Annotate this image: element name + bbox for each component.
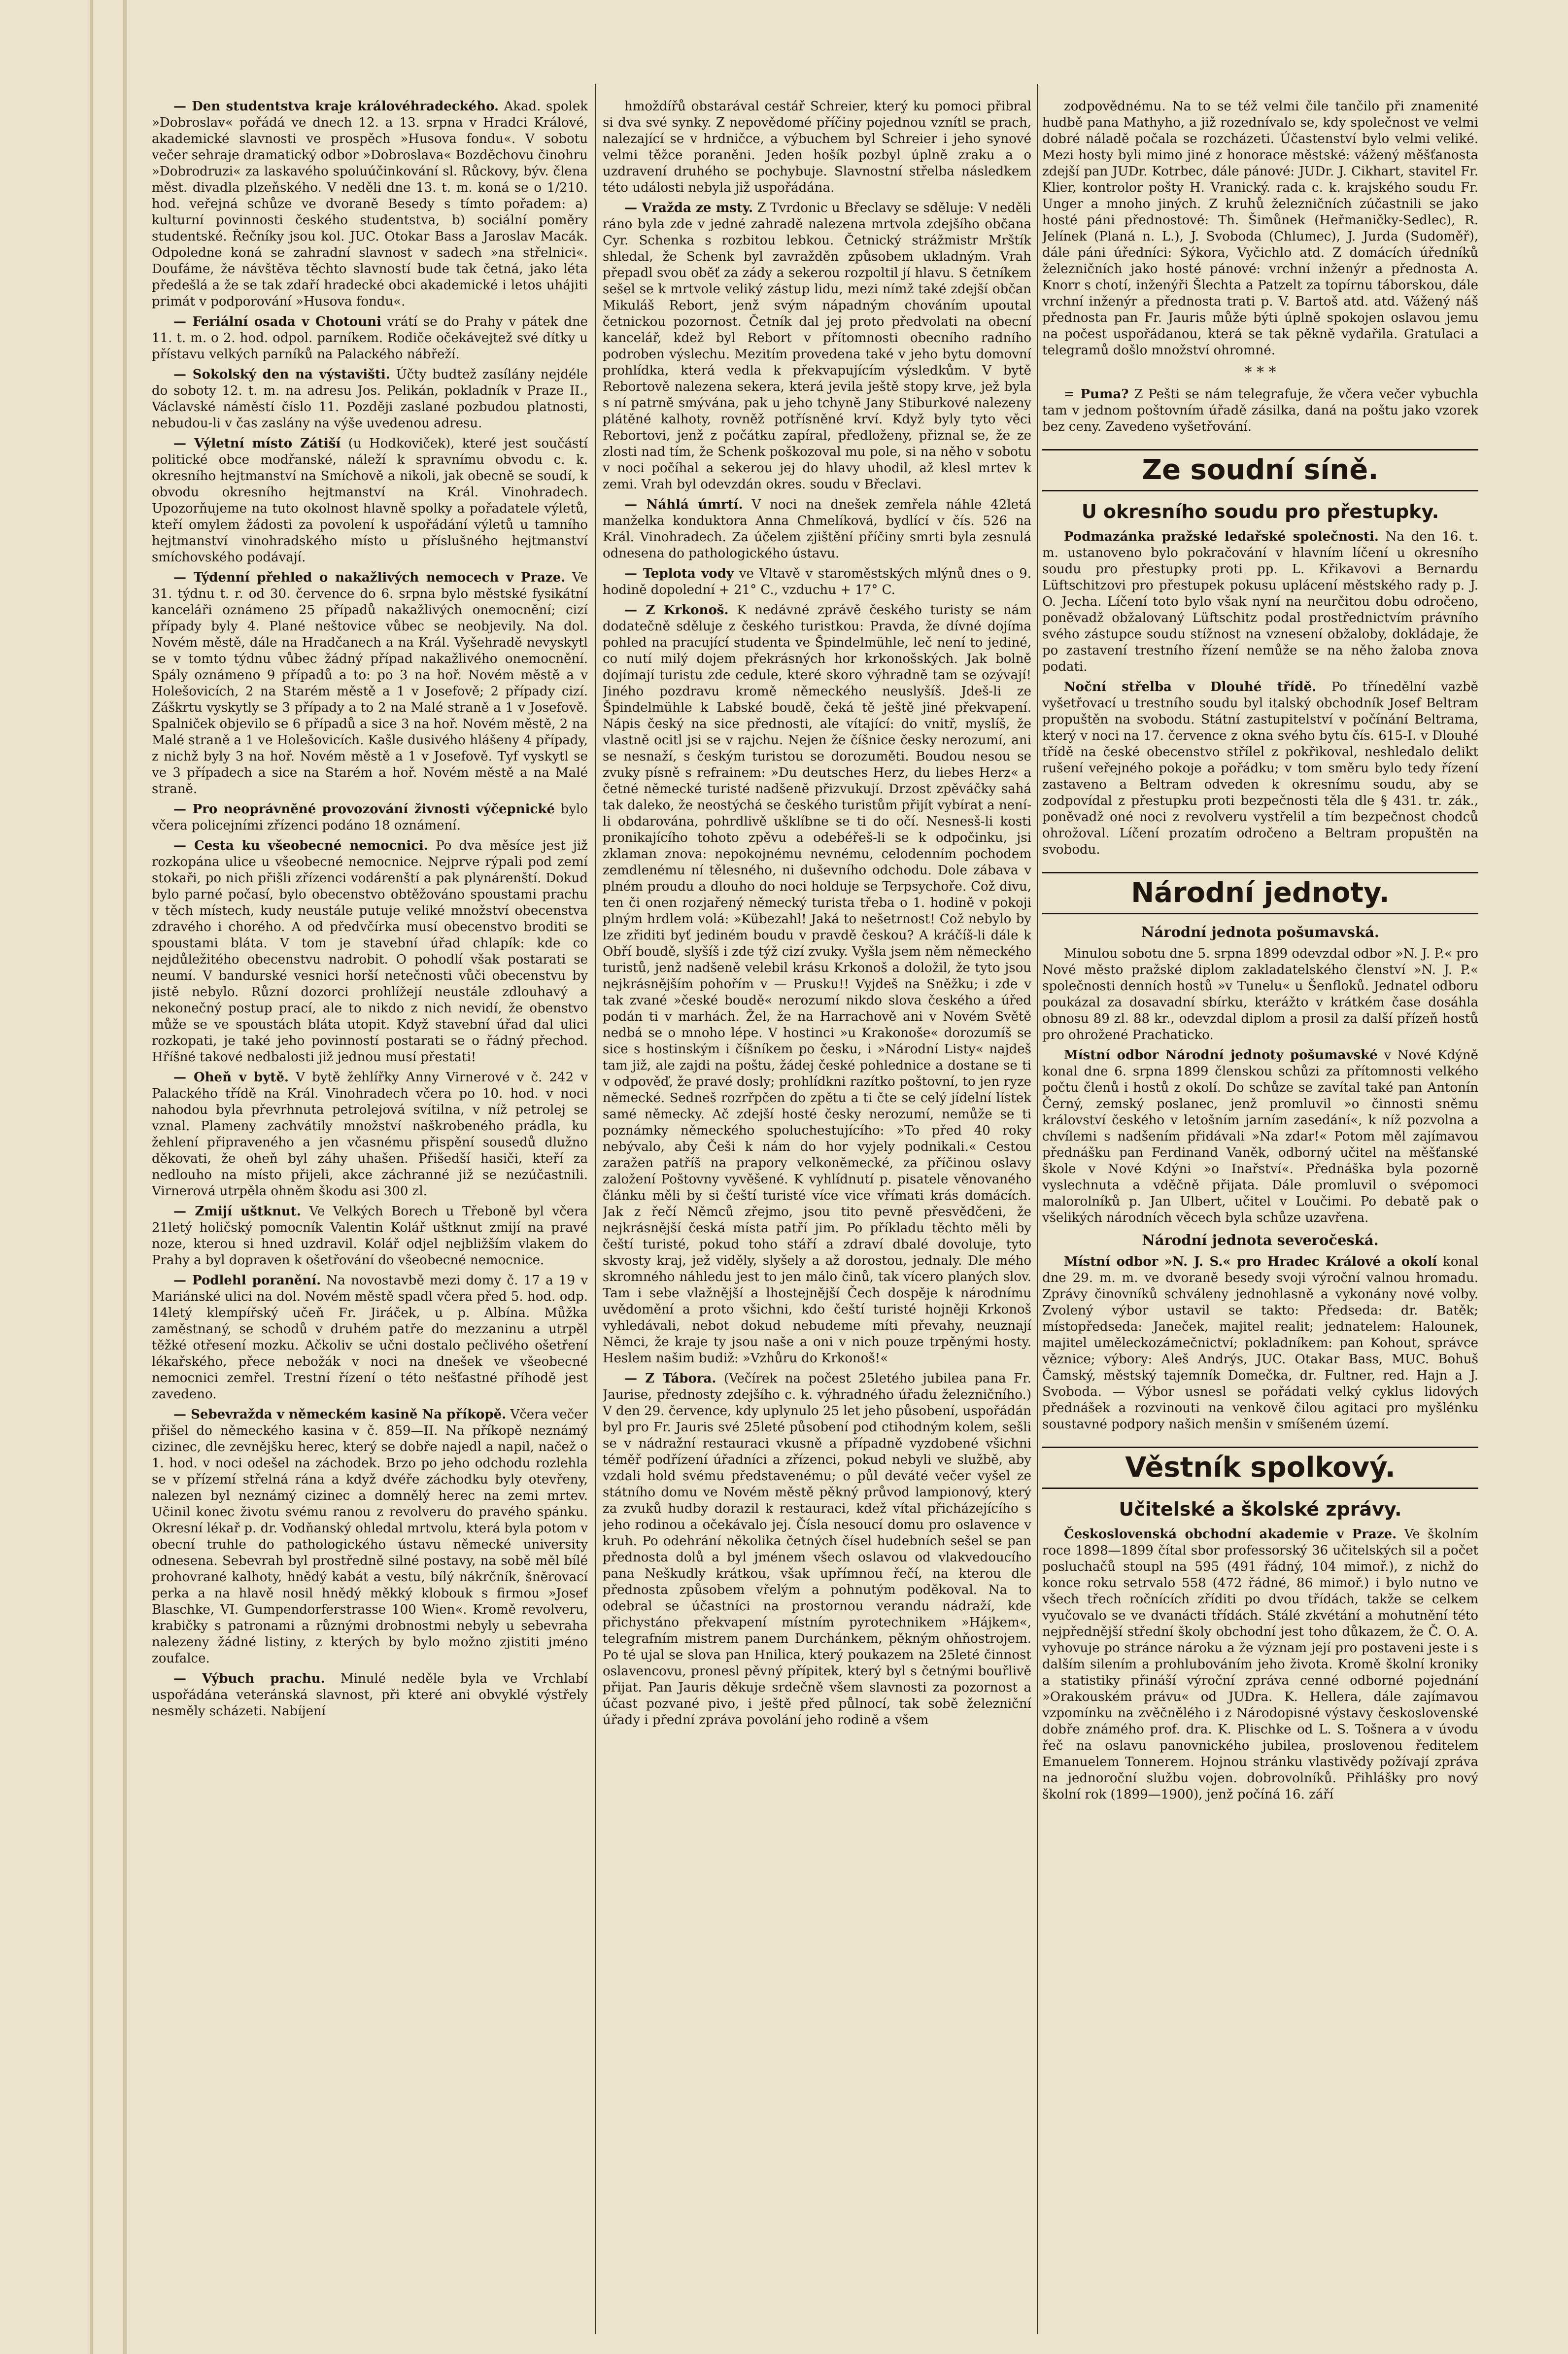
article-text: Po třínedělní vazbě vyšetřovací u trestního soudu byl italský obchodník Josef Beltram propuštěn na svobodu. Státní zastupitelství v počínání Beltrama, který v noci na 17. července z okna svého bytu čís. 615-I. v Dlouhé třídě na české obecenstvo střílel z pokřikoval, neshledalo delikt rušení veřejného pokoje a pořádku; v tom směru bylo tedy řízení zastaveno a Beltram odveden k okresnímu soudu, aby se zodpovídal z přestupku proti bezpečnosti těla dle § 431. tr. zák., poněvadž oné noci z revolveru vystřelil a tím bezpečnost chodců ohrožoval. Líčení prozatím odročeno a Beltram propuštěn na svobodu. xyxy=(1042,680,1478,857)
article-headline: — Z Krkonoš. xyxy=(624,603,729,618)
article-text: Ve 31. týdnu t. r. od 30. července do 6. srpna bylo městské fysikátní kanceláři oznámeno 25 případů nakažlivých onemocnění; cizí případy byly 4. Plané neštovice vůbec se neobjevily. Na dol. Novém městě, dále na Hradčanech a na Král. Vyšehradě nevyskytl se v tomto týdnu vůbec žádný případ nakažlivého onemocnění. Spály oznámeno 9 případů a to: po 3 na hoř. Novém městě a v Holešovicích, 2 na Starém městě a 1 v Josefově; 2 případy cizí. Záškrtu vyskytly se 3 případy a to 2 na Malé straně a 1 v Josefově. Spalniček objevilo se 6 případů a sice 3 na hoř. Novém městě, 2 na Malé straně a 1 ve Holešovicích. Kašle dusivého hlášeny 4 případy, z nichž byly 3 na hoř. Novém městě a 1 v Josefově. Tyf vyskytl se ve 3 případech a sice na Starém a hoř. Novém městě a na Malé straně. xyxy=(152,570,588,796)
article-text: Účty budtež zasílány nejdéle do soboty 12. t. m. na adresu Jos. Pelikán, pokladník v Praze II., Václavské náměstí číslo 11. Později zaslané pozbudou platnosti, nebudou-li v čas zaslány na výše uvedenou adresu. xyxy=(152,367,588,431)
article-paragraph xyxy=(152,1070,588,1200)
section-subtitle-severoceska: Národní jednota severočeská. xyxy=(1142,1232,1379,1248)
article-headline: — Podlehl poranění. xyxy=(173,1273,321,1288)
article-paragraph xyxy=(152,1204,588,1269)
section-title-vestnik: Věstník spolkový. xyxy=(1042,1447,1478,1489)
article-paragraph xyxy=(603,200,1031,493)
article-paragraph xyxy=(1042,529,1478,675)
section-title-court: Ze soudní síně. xyxy=(1042,449,1478,491)
article-text: Z Tvrdonic u Břeclavy se sděluje: V neděli ráno byla zde v jedné zahradě nalezena mrtvola zdejšího občana Cyr. Schenka s rozbitou lebkou. Četnický strážmistr Mrštík shledal, že Schenk byl zavražděn způsobem ukladným. Vrah přepadl svou oběť za zády a sekerou rozpoltil jí hlavu. S četníkem sešel se k mrtvole veliký zástup lidu, mezi nímž také zdejší občan Mikuláš Rebort, jenž svým nápadným chováním upoutal četnickou pozornost. Četník dal jej proto předvolati na obecní kancelář, kdež byl Rebort v přítomnosti obecního radního podroben výslechu. Mezitím provedena také v jeho bytu domovní prohlídka, která vedla k překvapujícím výsledkům. V bytě Rebortově nalezena sekera, která jevila ještě stopy krve, jež byla s ní patrně smývána, pak u jeho tchyně Jany Stiburkové nalezeny plátěné kalhoty, rovněž potřísněné krví. Když byly tyto věci Rebortovi, jenž z počátku zapíral, předloženy, přiznal se, že ze zlosti nad tím, že Schenk poškozoval mu pole, si na něho v sobotu v noci počíhal a sekerou jej do hlavy uhodil, až klesl mrtev k zemi. Vrah byl odevzdán okres. soudu v Břeclavi. xyxy=(603,201,1031,492)
section-subtitle-court: U okresního soudu pro přestupky. xyxy=(1081,501,1439,522)
article-headline: — Sokolský den na výstavišti. xyxy=(173,367,390,382)
article-headline: — Z Tábora. xyxy=(624,1371,716,1386)
article-paragraph xyxy=(603,497,1031,562)
section-stars: * * * xyxy=(1244,364,1276,381)
page-fold-right xyxy=(123,0,127,2354)
column-middle xyxy=(603,99,1031,2324)
column-rule-1 xyxy=(595,84,596,2334)
article-headline: Československá obchodní akademie v Praze. xyxy=(1064,1527,1397,1542)
article-paragraph xyxy=(603,566,1031,598)
article-headline: — Teplota vody xyxy=(624,566,734,581)
article-paragraph xyxy=(152,1671,588,1720)
article-text: Po dva měsíce jest již rozkopána ulice u všeobecné nemocnice. Nejprve rýpali pod zemí stokaři, po nich přišli zřízenci vodárenští a pak plynárenští. Dokud bylo parné počasí, bylo obecenstvo obtěžováno spoustami prachu v těch místech, kudy neustále putuje veliké množství obecenstva zdravého i chorého. A od předvčírka musí obecenstvo broditi se spoustami bláta. V tom je stavební úřad chlapík: kde co nejdůležitého obecenstvu nadrobit. O pohodlí však postarati se neumí. V bandurské vesnici horší netečnosti vůči obecenstvu by jistě nebylo. Různí dozorci prohlížejí neustále zdlouhavý a nekonečný postup prací, ale to nikdo z nich nevidí, že obenstvo může se ve spoustách bláta utopit. Když stavební úřad dal ulici rozkopati, je také jeho povinností postarati se o řádný přechod. Hříšné takové nedbalosti již jednou musí přestati! xyxy=(152,838,588,1065)
article-text: Akad. spolek »Dobroslav« pořádá ve dnech 12. a 13. srpna v Hradci Králové, akademické slavnosti ve prospěch »Husova fondu«. V sobotu večer sehraje dramatický odbor »Dobroslava« Bozděchovu činohru »Dobrodruzi« za laskavého spoluúčinkování sl. Růckovy, býv. člena měst. divadla plzeňského. V neděli dne 13. t. m. koná se o 1/210. hod. veřejná schůze ve dvoraně Besedy s tímto pořadem: a) kulturní povinnosti českého studentstva, b) sociální poměry studentské. Řečníky jsou kol. JUC. Otokar Bass a Jaroslav Macák. Odpoledne koná se zahradní slavnost v sadech »na střelnici«. Doufáme, že návštěva těchto slavností bude tak četná, jako léta předešlá a že se tak zdaří hradecké obci akademické i letos uhájiti primát v podporování »Husova fondu«. xyxy=(152,99,588,309)
article-headline: — Cesta ku všeobecné nemocnici. xyxy=(173,838,428,853)
article-text: v Nové Kdýně konal dne 6. srpna 1899 členskou schůzi za přítomnosti velkého počtu členů i hostů z okolí. Do schůze se zavítal také pan Antonín Černý, zemský poslanec, jenž promluvil »o činnosti sněmu království českého v letošním jarním zasedání«, k níž pozvolna a chvílemi s nadšením přidávali »Na zdar!« Potom měl zajímavou přednášku pan Ferdinand Vaněk, odborný učitel na měšťanské škole v Nové Kdýni »o Inařství«. Přednáška byla pozorně vyslechnuta a vděčně přijata. Dále promluvil o svépomoci malorolníků p. Jan Ulbert, učitel v Loučimi. Po debatě pak o všelikých národních věcech byla schůze uzavřena. xyxy=(1042,1048,1478,1225)
article-paragraph xyxy=(1042,99,1478,359)
article-headline: — Oheň v bytě. xyxy=(173,1070,289,1085)
column-left xyxy=(152,99,588,2324)
article-headline: — Pro neoprávněné provozování živnosti výčepnické xyxy=(173,802,555,817)
article-text: zodpovědnému. Na to se též velmi čile tančilo při znamenité hudbě pana Mathyho, a již rozednívalo se, kdy společnost ve velmi dobré náladě počala se rozcházeti. Účastenství bylo velmi veliké. Mezi hosty byli mimo jiné z honorace městské: vážený měšťanosta zdejší pan JUDr. Kotrbec, dále pánové: JUDr. J. Cikhart, stavitel Fr. Klier, kontrolor pošty H. Vranický. rada c. k. krajského soudu Fr. Unger a mnoho jiných. Z kruhů železničních zúčastnili se jako hosté páni přednostové: Th. Šimůnek (Heřmaničky-Sedlec), R. Jelínek (Planá n. L.), J. Svoboda (Chlumec), J. Jurda (Sudoměř), dále páni úředníci: Sýkora, Vyčichlo atd. Z domácích úředníků železničních jako hosté pánové: vrchní inženýr a přednosta A. Knorr s chotí, inženýři Šlechta a Patzelt za topírnu táborskou, dále vrchní inženýr a přednosta trati p. V. Bartoš atd. atd. Vážený náš přednosta pan Fr. Jauris může býti úplně spokojen oslavou jemu na počest uspořádanou, která se tak pěkně vydařila. Gratulaci a telegramů došlo množství ohromné. xyxy=(1042,99,1478,358)
article-paragraph xyxy=(603,602,1031,1367)
article-paragraph xyxy=(152,99,588,310)
article-text: V bytě žehlířky Anny Virnerové v č. 242 v Palackého třídě na Král. Vinohradech včera po 10. hod. v noci nahodou byla převrhnuta petrolejová svítilna, v níž petrolej se vznal. Plameny zachvátily množství naškrobeného prádla, ku žehlení připraveného a jen včasnému přispění sousedů dlužno děkovati, že oheň byl záhy uhašen. Přišedší hasiči, kteří za nedlouho na místo přijeli, akce záchranné již se nezúčastnili. Virnerová utrpěla ohněm škodu asi 300 zl. xyxy=(152,1070,588,1199)
article-headline: — Vražda ze msty. xyxy=(624,201,753,215)
article-headline: — Sebevražda v německém kasině Na příkopě. xyxy=(173,1407,507,1422)
article-text: K nedávné zprávě českého turisty se nám dodatečně sděluje z českého turistkou: Pravda, že dívné dojíma pohled na pracující studenta ve Špindelmühle, leč není to jediné, co nutí milý dojem překrásných hor krkonošských. Jak bolně dojímají turistu zde cedule, které skoro výhradně tam se ozývají! Jiného pozdravu kromě německého neuslyšíš. Jdeš-li ze Špindelmühle k Labské boudě, čeká tě ještě jiné překvapení. Nápis český na sice přednosti, ale vítající: do vnitř, myslíš, že vlastně ocitl jsi se v rajchu. Nejen že číšnice česky nerozumí, ani se nesnaží, s českým turistou se dorozuměti. Boudou nesou se zvuky písně s refrainem: »Du deutsches Herz, du liebes Herz« a četné německé turisté nadšeně přizvukují. Drzost zpěváčky sahá tak daleko, že neostýchá se českého turistům přijít vybírat a není-li obdarována, pohrdlivě ušklíbne se ti do očí. Nesnesš-li kosti pronikajícího tohoto zpěvu a odebéřeš-li se k odpočinku, jsi zklaman znova: nepokojnému nevnému, celodenním pochodem zemdlenému ní tělesného, ni duševního odchodu. Dole zábava v plném proudu a dlouho do noci holduje se Terpsychoře. Což divu, ten či onen rozjařený německý turista třeba o 1. hodině v pokoji plným hrdlem volá: »Kübezahl! Jaká to nešetrnost! Což nebylo by lze zřiditi byť jediném boudu v pravdě českou? A kráčíš-li dále k Obří boudě, slyšíš i zde týž cizí zvuky. Vyšla jsem něm německého turistů, jenž nadšeně velebil krásu Krkonoš a doložil, že tyto jsou nejkrásnějším pohořím v — Prusku!! Vyjdeš na Sněžku; i zde v tak zvané »české boudě« nerozumí nikdo slova českého a úřed podán ti v marhách. Žel, že na Harrachově ani v Novém Světě nedbá se o mnoho lépe. V hostinci »u Krakonoše« dorozumíš se sice s hostinským i číšníkem po česku, i »Národní Listy« najdeš tam již, ale zajdi na poštu, žádej české pohlednice a dostane se ti v odpověď, že pravé dosly; prohlídkni razítko poštovní, to jen ryze německé. Sedneš rozrřpčen do zpětu a ti čte se celý jídelní lístek samé německy. Ač zdejší hosté česky nerozumí, nemůže se ti poznámky německého spoluchestujícího: »To před 40 roky nebývalo, aby Češi k nám do hor vyjely podnikali.« Cestou zaražen patříš na prapory velkoněmecké, za příčinou oslavy založení Poštovny vyvěšené. K vyhlídnutí p. pisatele věnovaného článku měli by si čeští turisté více vice vřímati krás domácích. Jak z řečí Němců zřejmo, jsou tito pevně přesvědčeni, že nejkrásnější česká místa patří jim. Po příkladu těchto měli by čeští turisté, pokud toho stáří a zdraví dbalé dovoluje, tyto skvosty kraj, jež viděly, slyšely a až dorostou, jednaly. Dle mého skromného náhledu jest to jen málo činů, tak vícero planých slov. Tam i sebe vlažnější a lhostejnější Čech dospěje k národnímu uvědomění a proto všichni, kdo čeští turisté hojněji Krkonoš vyhledávali, nebot dokud nebudeme míti převahy, neuznají Němci, že kraje ty jsou naše a oni v nich pouze trpěnými hosty. Heslem našim budiž: »Vzhůru do Krkonoš!« xyxy=(603,603,1031,1366)
article-headline: Místní odbor Národní jednoty pošumavské xyxy=(1064,1048,1378,1063)
article-paragraph xyxy=(1042,1254,1478,1433)
column-right xyxy=(1042,99,1478,2324)
article-paragraph xyxy=(1042,679,1478,858)
article-paragraph xyxy=(1042,1047,1478,1226)
article-paragraph xyxy=(152,570,588,797)
article-text: Minulou sobotu dne 5. srpna 1899 odevzdal odbor »N. J. P.« pro Nové město pražské diplom zakladatelského členství »N. J. P.« společnosti denních hostů »v Tunelu« u Šenfloků. Jednatel odboru poukázal za dosavadní sbírku, kterážto v krátkém čase dosáhla obnosu 89 zl. 88 kr., odevzdal diplom a prosil za další přízeň hostů pro ohrožené Prachaticko. xyxy=(1042,946,1478,1042)
column-rule-2 xyxy=(1037,84,1038,2334)
article-text: (u Hodkoviček), které jest součástí politické obce modřanské, náleží k spravnímu obvodu c. k. okresního hejtmanství na Smíchově a nikoli, jak obecně se soudí, k obvodu okresního hejtmanství na Král. Vinohradech. Upozorňujeme na tuto okolnost hlavně spolky a pořadatele výletů, kteří omylem žádosti za povolení k uspořádání výletů u tamního hejtmanství vinohradského místo u příslušného hejtmanství smíchovského podávají. xyxy=(152,436,588,565)
article-headline: Místní odbor »N. J. S.« pro Hradec Králové a okolí xyxy=(1064,1254,1437,1269)
article-text: Minulé neděle byla ve Vrchlabí uspořádána veteránská slavnost, při které ani obvyklé výstřely nesměly scházeti. Nabíjení xyxy=(152,1671,588,1719)
article-text: V noci na dnešek zemřela náhle 42letá manželka konduktora Anna Chmelíková, bydlící v čís. 526 na Král. Vinohradech. Za účelem zjištění příčiny smrti byla zesnulá odnesena do pathologického ústavu. xyxy=(603,497,1031,561)
article-text: Z Pešti se nám telegrafuje, že včera večer vybuchla tam v jednom poštovním úřadě zásilka, daná na poštu jako vzorek bez ceny. Zavedeno vyšetřování. xyxy=(1042,387,1478,434)
article-text: Na novostavbě mezi domy č. 17 a 19 v Mariánské ulici na dol. Novém městě spadl včera před 5. hod. odp. 14letý klempířský učeň Fr. Jiráček, u p. Albína. Můžka zaměstnaný, se schodů v druhém patře do mezzaninu a utrpěl těžké otřesení mozku. Ačkoliv se učni dostalo pečlivého ošetření lékařského, přece nebožák v noci na dnešek ve všeobecné nemocnici zemřel. Trestní řízení o této nešťastné příhodě jest zavedeno. xyxy=(152,1273,588,1402)
article-headline: Noční střelba v Dlouhé třídě. xyxy=(1064,680,1317,694)
article-headline: — Výbuch prachu. xyxy=(173,1671,325,1686)
article-text: bylo včera policejními zřízenci podáno 18 oznámení. xyxy=(152,802,588,833)
article-headline: = Puma? xyxy=(1064,387,1129,402)
article-paragraph xyxy=(152,1407,588,1667)
article-paragraph xyxy=(152,838,588,1066)
article-text: Včera večer přišel do německého kasina v č. 859—II. Na příkopě neznámý cizinec, dle zevnějšku herec, který se dobře najedl a napil, načež o 1. hod. v noci odešel na záchodek. Brzo po jeho odchodu rozlehla se v přízemí střelná rána a když dvéře záchodku byly otevřeny, nalezen byl neznámý cizinec a domnělý herec na zemi mrtev. Učinil konec životu svému ranou z revolveru do pravého spánku. Okresní lékař p. dr. Vodňanský ohledal mrtvolu, která byla potom v obecní truhle do pathologického ústavu německé university odnesena. Sebevrah byl prostředně silné postavy, na sobě měl bílé prohovrané kalhoty, hnědý kabát a vestu, bílý nákrčník, šněrovací perka a na hlavě nosil hnědý měkký klobouk s firmou »Josef Blaschke, VI. Gumpendorferstrasse 100 Wien«. Kromě revolveru, krabičky s patronami a různými drobnostmi nebyly u sebevraha nalezeny žádné listiny, z kterých by bylo možno zjistiti jméno zoufalce. xyxy=(152,1407,588,1666)
article-text: Ve školním roce 1898—1899 čítal sbor professorský 36 učitelských sil a počet posluchačů stoupl na 595 (491 řádný, 104 mimoř.), z nichž do konce roku setrvalo 558 (472 řádné, 86 mimoř.) i bylo nutno ve všech třech ročnících zříditi po dvou třídách, takže se celkem vyučovalo se ve dvanácti třídách. Stálé zkvétání a mohutnění této nejpřednější střední školy obchodní jest toho důkazem, že Č. O. A. vyhovuje po stránce nároku a že význam její pro postaveni jeste i s dalším silením a prohlubováním jeho života. Kromě školní kroniky a statistiky přináší výroční zpráva cenné odborné pojednání »Orakouském právu« od JUDra. K. Hellera, dále zajímavou vzpomínku na zvěčnělého i z Národopisné výstavy československé dobře známého prof. dra. K. Plischke od L. S. Tošnera a v úvodu řeč na oslavu panovnického jubilea, proslovenou ředitelem Emanuelem Tonnerem. Hojnou stránku vlastivědy požívají zpráva na jednoroční službu vojen. dobrovolníků. Přihlášky pro nový školní rok (1899—1900), jenž počíná 16. září xyxy=(1042,1527,1478,1802)
article-headline: — Den studentstva kraje královéhradeckého. xyxy=(173,99,499,114)
article-paragraph xyxy=(603,99,1031,196)
article-text: ve Vltavě v staroměstských mlýnů dnes o 9. hodině dopolední + 21° C., vzduchu + 17° C. xyxy=(603,566,1031,597)
article-paragraph xyxy=(152,314,588,363)
section-subtitle-schools: Učitelské a školské zprávy. xyxy=(1119,1498,1402,1520)
article-paragraph xyxy=(1042,946,1478,1043)
article-headline: — Týdenní přehled o nakažlivých nemocech v Praze. xyxy=(173,570,566,585)
article-paragraph xyxy=(603,1371,1031,1729)
article-text: hmoždířů obstarával cestář Schreier, který ku pomoci přibral si dva své synky. Z nepovědomé příčiny pojednou vznítl se prach, nalezající se v hrdničce, a výbuchem byl Schreier i jeho synové velmi těžce poraněni. Jeden hošík pozbyl úplně zraku a o uzdravení druhého se pochybuje. Slavnostní střelba následkem této události nebyla již uspořádána. xyxy=(603,99,1031,195)
section-subtitle-posumavska: Národní jednota pošumavská. xyxy=(1141,924,1379,940)
article-headline: — Náhlá úmrtí. xyxy=(624,497,743,512)
article-paragraph xyxy=(152,1273,588,1403)
article-paragraph xyxy=(152,801,588,834)
article-text: Ve Velkých Borech u Třeboně byl včera 21letý holičský pomocník Valentin Kolář uštknut zmijí na pravé noze, kterou si hned uzdravil. Kolář odjel nejbližším vlakem do Prahy a byl dopraven k ošetřování do všeobecné nemocnice. xyxy=(152,1204,588,1268)
article-paragraph xyxy=(1042,386,1478,435)
article-text: Na den 16. t. m. ustanoveno bylo pokračování v hlavním líčení u okresního soudu pro přestupky proti pp. L. Křikavovi a Bernardu Lüftschitzovi pro přestupek pokusu uplácení městského rady p. J. O. Jecha. Líčení toto bylo však nyní na neurčitou dobu odročeno, poněvadž obžalovaný Lüftschitz podal prostřednictvím právního svého zástupce soudu stížnost na vznesení obžaloby, dokládaje, že po zastavení trestního řízení nemůže se na něho žaloba znova podati. xyxy=(1042,529,1478,674)
article-paragraph xyxy=(152,436,588,566)
article-headline: — Feriální osada v Chotouni xyxy=(173,314,381,329)
article-paragraph xyxy=(1042,1526,1478,1803)
article-headline: Podmazánka pražské ledařské společnosti. xyxy=(1064,529,1379,544)
article-text: konal dne 29. m. m. ve dvoraně besedy svoji výroční valnou hromadu. Zprávy činovníků schváleny jednohlasně a vykonány nové volby. Zvolený výbor ustavil se takto: Předseda: dr. Batěk; místopředseda: Janeček, majitel realit; jednatelem: Halounek, majitel uměleckozámečnictví; pokladníkem: pan Kohout, správce věznice; výbory: Aleš Andrýs, JUC. Otakar Bass, MUC. Bohuš Čamský, městský tajemník Domečka, dr. Fultner, red. Hajn a J. Svoboda. — Výbor usnesl se pořádati velký cyklus lidových přednášek a rozvinouti na venkově čilou agitaci pro myšlénku soustavné podpory našich menšin v smíšeném území. xyxy=(1042,1254,1478,1432)
page-fold-left xyxy=(90,0,93,2354)
article-headline: — Výletní místo Zátiší xyxy=(173,436,341,451)
article-text: vrátí se do Prahy v pátek dne 11. t. m. o 2. hod. odpol. parníkem. Rodiče očekávejtež své dítky u přístavu velkých parníků na Palackého nábřeží. xyxy=(152,314,588,362)
article-text: (Večírek na počest 25letého jubilea pana Fr. Jaurise, přednosty zdejšího c. k. výhradného úřadu železničního.) V den 29. července, kdy uplynulo 25 let jeho působení, uspořádán byl pro Fr. Jauris své 25leté působení pod ctihodným kolem, sešli se v nádražní restauraci vkusně a případně vyzdobené všichni téměř podřízení úřadníci a zřízenci, pokud nebyli ve službě, aby vzdali hold svému představenému; o půl deváté večer vyšel ze státního domu ve Novém městě pěkný průvod lampionový, který za zvuků hudby dorazil k restauraci, kdež vítal přicházejícího s jeho rodinou a očekávalo jej. Čísla nesoucí domu pro oslavence v kruh. Po odehrání několika četných čísel hudebních sešel se pan přednosta dolů a byl jménem všech oslavou od vlakvedoucího pana Neškudly krátkou, však upřímnou řečí, na kterou dle přednosta způsobem vřelým a pohnutým poděkoval. Na to odebral se účastníci na prostornou verandu nádraží, kde přichystáno překvapení místním pyrotechnikem »Hájkem«, telegrafním mistrem panem Durchánkem, pěkným ohňostrojem. Po té ujal se slova pan Hnilica, který poukazem na 25leté činnost oslavencovu, pronesl pěvný přípitek, který byl s četnými bouřlivě přijat. Pan Jauris děkuje srdečně všem slavnosti za pozornost a účast pozvané pivo, i ještě před půlnocí, tak sobě železniční úřady i přední zpráva povolání jeho rodině a všem xyxy=(603,1371,1031,1728)
article-headline: — Zmijí uštknut. xyxy=(173,1204,301,1219)
article-paragraph xyxy=(152,367,588,432)
section-title-national: Národní jednoty. xyxy=(1042,872,1478,914)
